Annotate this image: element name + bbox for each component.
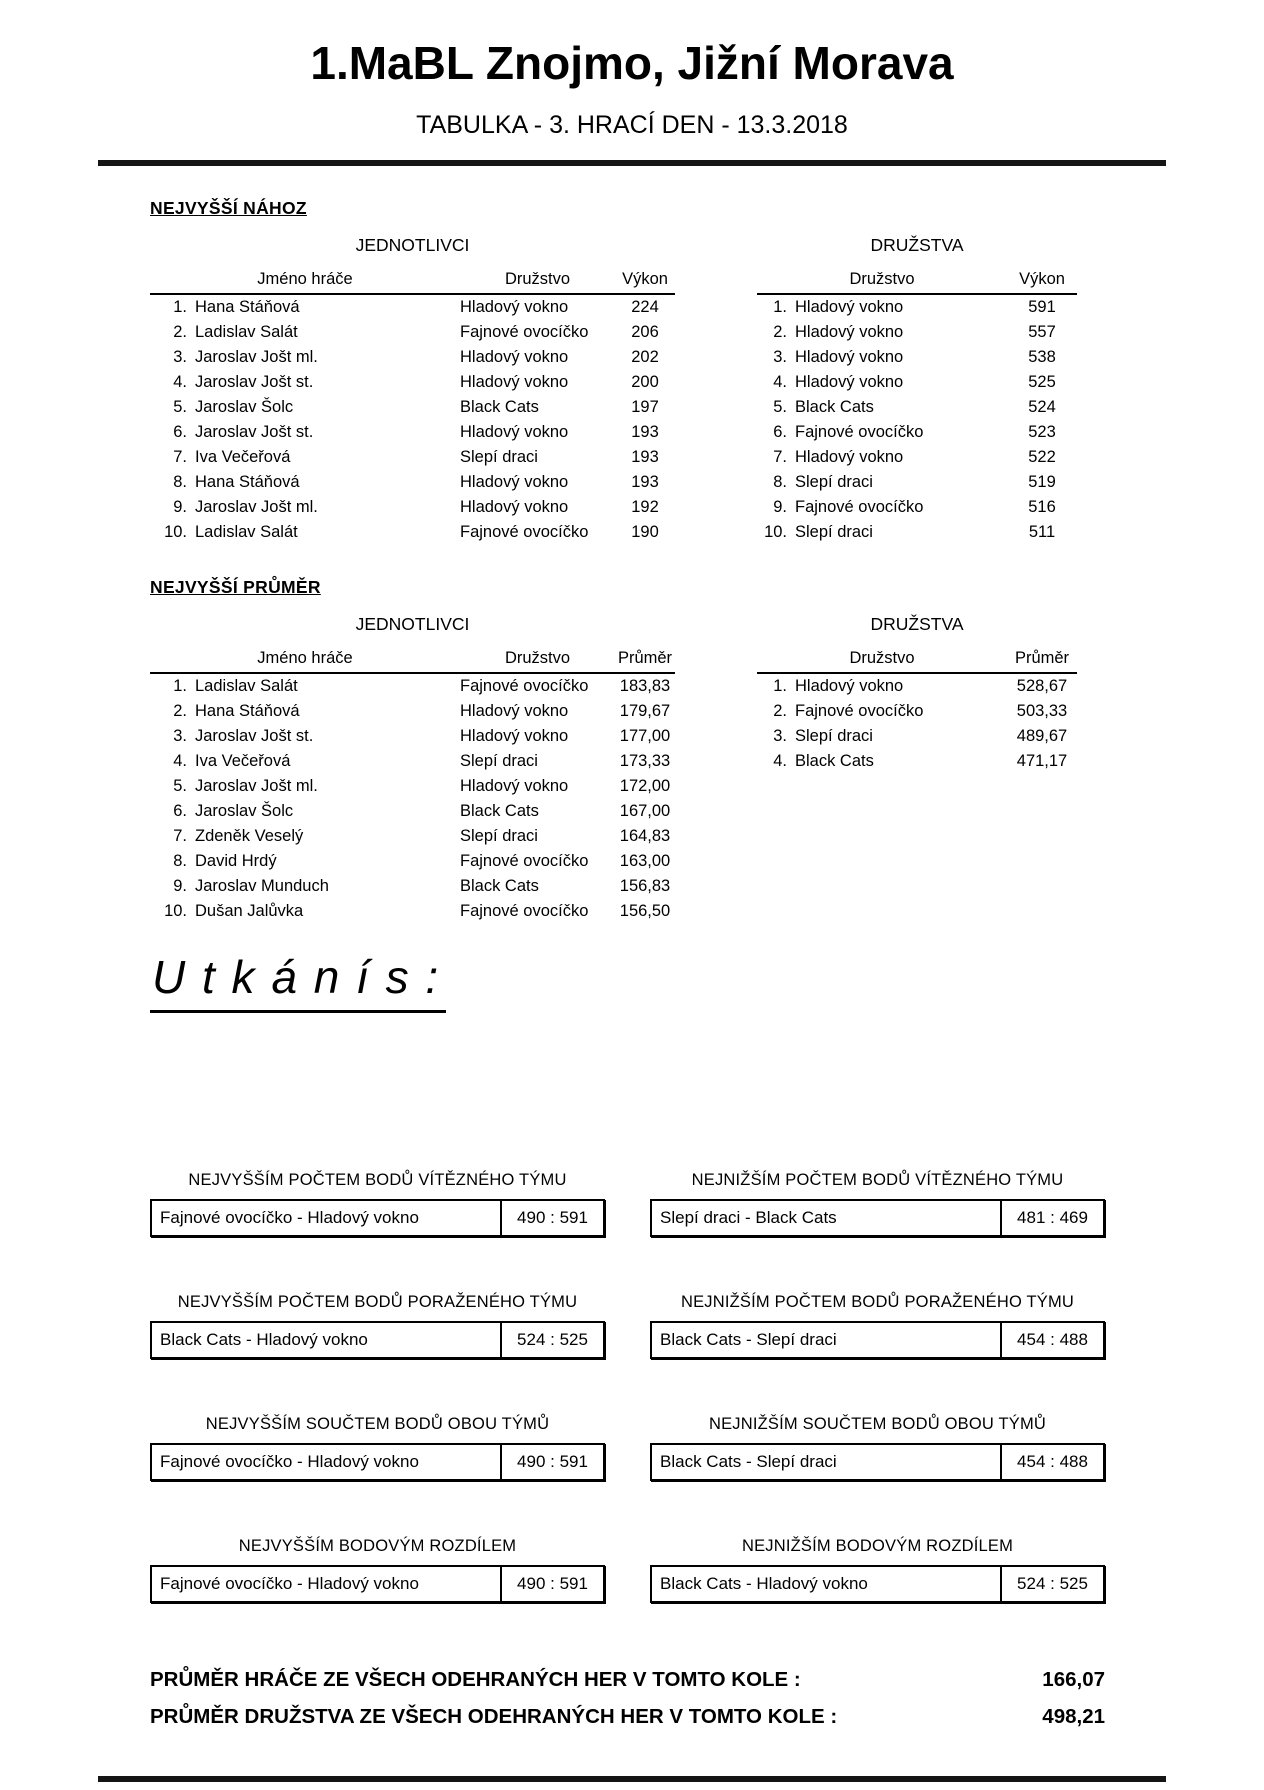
team-score: 519 [1028, 472, 1056, 491]
match-teams: Black Cats - Hladový vokno [160, 1330, 368, 1350]
player-team: Slepí draci [460, 826, 538, 845]
player-rank: 7. [173, 447, 187, 466]
team-rank: 4. [773, 372, 787, 391]
team-score: 523 [1028, 422, 1056, 441]
match-score: 490 : 591 [500, 1445, 603, 1479]
table-title-teams: DRUŽSTVA [870, 234, 964, 255]
player-team: Hladový vokno [460, 422, 569, 441]
table-body [757, 674, 1077, 774]
team-name: Hladový vokno [795, 347, 904, 366]
match-box [150, 1565, 605, 1603]
match-highlights-grid [150, 1171, 1264, 1603]
page-title: 1.MaBL Znojmo, Jižní Morava [310, 37, 954, 89]
player-name: Jaroslav Šolc [195, 801, 294, 820]
player-team: Fajnové ovocíčko [460, 901, 589, 920]
section-heading-highest-throw: NEJVYŠŠÍ NÁHOZ [150, 197, 307, 218]
table-row [757, 420, 1077, 445]
match-label: NEJNIŽŠÍM BODOVÝM ROZDÍLEM [741, 1537, 1014, 1556]
team-score: 557 [1028, 322, 1056, 341]
player-rank: 5. [173, 397, 187, 416]
team-name: Fajnové ovocíčko [795, 701, 924, 720]
match-teams: Black Cats - Hladový vokno [660, 1574, 868, 1594]
player-team: Hladový vokno [460, 701, 569, 720]
player-name: Zdeněk Veselý [195, 826, 304, 845]
player-average: 164,83 [619, 826, 671, 845]
player-name: Iva Večeřová [195, 447, 291, 466]
table-row [757, 520, 1077, 545]
player-name: Jaroslav Šolc [195, 397, 294, 416]
player-rank: 8. [173, 851, 187, 870]
team-rank: 10. [764, 522, 787, 541]
player-rank: 3. [173, 726, 187, 745]
player-team: Hladový vokno [460, 372, 569, 391]
top-divider [98, 160, 1166, 166]
match-score: 524 : 525 [500, 1323, 603, 1357]
footer-label: PRŮMĚR HRÁČE ZE VŠECH ODEHRANÝCH HER V TOMTO KOLE : [150, 1668, 801, 1692]
table-row [150, 395, 675, 420]
match-label: NEJNIŽŠÍM POČTEM BODŮ PORAŽENÉHO TÝMU [680, 1293, 1075, 1312]
player-team: Slepí draci [460, 447, 538, 466]
player-team: Fajnové ovocíčko [460, 676, 589, 695]
team-rank: 3. [773, 347, 787, 366]
player-name: Jaroslav Jošt ml. [195, 776, 318, 795]
table-row [150, 874, 675, 899]
teams-table-highest-throw [757, 235, 1077, 545]
highest-average-tables [150, 614, 1264, 924]
player-name: Dušan Jalůvka [195, 901, 304, 920]
table-row [757, 395, 1077, 420]
player-rank: 10. [164, 901, 187, 920]
table-header-row [150, 270, 675, 295]
column-header-player-name: Jméno hráče [257, 269, 353, 288]
summary-footer [150, 1661, 1105, 1735]
player-team: Fajnové ovocíčko [460, 322, 589, 341]
team-score: 524 [1028, 397, 1056, 416]
team-rank: 9. [773, 497, 787, 516]
match-box [150, 1199, 605, 1237]
bottom-divider [98, 1776, 1166, 1782]
player-name: Jaroslav Jošt st. [195, 422, 314, 441]
player-score: 193 [631, 447, 659, 466]
section-heading-highest-average: NEJVYŠŠÍ PRŮMĚR [150, 576, 321, 597]
player-rank: 6. [173, 422, 187, 441]
match-label: NEJNIŽŠÍM SOUČTEM BODŮ OBOU TÝMŮ [708, 1415, 1047, 1434]
table-row [150, 295, 675, 320]
match-box [150, 1321, 605, 1359]
team-rank: 4. [773, 751, 787, 770]
player-average: 172,00 [619, 776, 671, 795]
player-rank: 5. [173, 776, 187, 795]
match-highlight [150, 1537, 605, 1603]
team-name: Fajnové ovocíčko [795, 497, 924, 516]
table-row [150, 849, 675, 874]
footer-line-team-average [150, 1698, 1105, 1735]
player-team: Fajnové ovocíčko [460, 522, 589, 541]
player-score: 193 [631, 472, 659, 491]
team-rank: 2. [773, 701, 787, 720]
player-team: Hladový vokno [460, 472, 569, 491]
match-box [650, 1565, 1105, 1603]
match-highlight [650, 1171, 1105, 1237]
player-team: Slepí draci [460, 751, 538, 770]
match-score: 454 : 488 [1000, 1445, 1103, 1479]
player-score: 190 [631, 522, 659, 541]
team-average: 528,67 [1016, 676, 1068, 695]
table-row [150, 420, 675, 445]
player-team: Hladový vokno [460, 297, 569, 316]
player-name: Hana Stáňová [195, 472, 300, 491]
team-name: Black Cats [795, 397, 874, 416]
footer-value: 498,21 [1042, 1705, 1105, 1729]
matches-heading: U t k á n í s : [150, 952, 446, 1014]
match-box [650, 1443, 1105, 1481]
player-rank: 3. [173, 347, 187, 366]
table-row [150, 899, 675, 924]
player-rank: 10. [164, 522, 187, 541]
footer-line-player-average [150, 1661, 1105, 1698]
team-name: Hladový vokno [795, 322, 904, 341]
player-name: Jaroslav Jošt ml. [195, 497, 318, 516]
match-teams: Fajnové ovocíčko - Hladový vokno [160, 1208, 419, 1228]
team-name: Slepí draci [795, 522, 873, 541]
table-row [757, 345, 1077, 370]
player-team: Black Cats [460, 801, 539, 820]
player-team: Hladový vokno [460, 776, 569, 795]
player-name: Jaroslav Munduch [195, 876, 329, 895]
team-name: Fajnové ovocíčko [795, 422, 924, 441]
table-row [150, 749, 675, 774]
player-rank: 4. [173, 751, 187, 770]
table-title-individuals: JEDNOTLIVCI [355, 613, 470, 634]
team-score: 591 [1028, 297, 1056, 316]
player-score: 224 [631, 297, 659, 316]
match-highlight [150, 1171, 605, 1237]
table-row [757, 699, 1077, 724]
player-name: Ladislav Salát [195, 322, 298, 341]
table-row [150, 370, 675, 395]
team-rank: 5. [773, 397, 787, 416]
column-header-score: Výkon [1019, 269, 1065, 288]
team-name: Hladový vokno [795, 447, 904, 466]
player-name: David Hrdý [195, 851, 277, 870]
match-highlight [650, 1293, 1105, 1359]
team-rank: 3. [773, 726, 787, 745]
match-label: NEJVYŠŠÍM POČTEM BODŮ PORAŽENÉHO TÝMU [177, 1293, 578, 1312]
page-subtitle: TABULKA - 3. HRACÍ DEN - 13.3.2018 [416, 110, 848, 139]
table-title-teams: DRUŽSTVA [870, 613, 964, 634]
table-row [150, 495, 675, 520]
team-average: 489,67 [1016, 726, 1068, 745]
column-header-score: Výkon [622, 269, 668, 288]
player-score: 206 [631, 322, 659, 341]
match-teams: Black Cats - Slepí draci [660, 1330, 837, 1350]
match-score: 490 : 591 [500, 1567, 603, 1601]
match-box [650, 1199, 1105, 1237]
player-name: Ladislav Salát [195, 676, 298, 695]
table-row [150, 674, 675, 699]
match-teams: Black Cats - Slepí draci [660, 1452, 837, 1472]
player-rank: 2. [173, 701, 187, 720]
table-header-row [757, 649, 1077, 674]
player-team: Hladový vokno [460, 726, 569, 745]
column-header-team: Družstvo [504, 648, 571, 667]
player-team: Hladový vokno [460, 347, 569, 366]
table-row [757, 749, 1077, 774]
player-average: 173,33 [619, 751, 671, 770]
table-row [757, 370, 1077, 395]
highest-throw-tables [150, 235, 1264, 545]
table-row [150, 824, 675, 849]
column-header-average: Průměr [617, 648, 673, 667]
team-average: 503,33 [1016, 701, 1068, 720]
match-box [650, 1321, 1105, 1359]
team-rank: 8. [773, 472, 787, 491]
team-rank: 2. [773, 322, 787, 341]
player-rank: 1. [173, 676, 187, 695]
table-row [757, 470, 1077, 495]
match-score: 524 : 525 [1000, 1567, 1103, 1601]
team-score: 522 [1028, 447, 1056, 466]
table-row [150, 724, 675, 749]
player-score: 197 [631, 397, 659, 416]
table-row [150, 345, 675, 370]
table-row [150, 445, 675, 470]
player-team: Fajnové ovocíčko [460, 851, 589, 870]
individuals-table-highest-throw [150, 235, 675, 545]
player-name: Iva Večeřová [195, 751, 291, 770]
match-teams: Fajnové ovocíčko - Hladový vokno [160, 1574, 419, 1594]
table-row [150, 320, 675, 345]
table-row [757, 724, 1077, 749]
player-name: Hana Stáňová [195, 297, 300, 316]
team-score: 525 [1028, 372, 1056, 391]
team-rank: 1. [773, 297, 787, 316]
table-row [757, 445, 1077, 470]
player-score: 202 [631, 347, 659, 366]
player-score: 192 [631, 497, 659, 516]
table-row [150, 799, 675, 824]
player-rank: 7. [173, 826, 187, 845]
table-header-row [150, 649, 675, 674]
team-score: 516 [1028, 497, 1056, 516]
column-header-player-name: Jméno hráče [257, 648, 353, 667]
team-name: Hladový vokno [795, 372, 904, 391]
player-name: Jaroslav Jošt st. [195, 726, 314, 745]
player-rank: 2. [173, 322, 187, 341]
team-rank: 7. [773, 447, 787, 466]
column-header-team: Družstvo [849, 648, 915, 667]
column-header-average: Průměr [1014, 648, 1070, 667]
match-score: 481 : 469 [1000, 1201, 1103, 1235]
player-average: 156,50 [619, 901, 671, 920]
player-score: 200 [631, 372, 659, 391]
table-body [150, 295, 675, 545]
table-row [150, 699, 675, 724]
match-label: NEJVYŠŠÍM SOUČTEM BODŮ OBOU TÝMŮ [205, 1415, 550, 1434]
player-name: Hana Stáňová [195, 701, 300, 720]
match-highlight [150, 1293, 605, 1359]
table-row [757, 320, 1077, 345]
individuals-table-highest-average [150, 614, 675, 924]
table-title-individuals: JEDNOTLIVCI [355, 234, 470, 255]
column-header-team: Družstvo [504, 269, 571, 288]
match-highlight [650, 1537, 1105, 1603]
player-rank: 4. [173, 372, 187, 391]
match-teams: Fajnové ovocíčko - Hladový vokno [160, 1452, 419, 1472]
match-label: NEJVYŠŠÍM POČTEM BODŮ VÍTĚZNÉHO TÝMU [188, 1171, 567, 1190]
player-rank: 9. [173, 876, 187, 895]
table-header-row [757, 270, 1077, 295]
teams-table-highest-average [757, 614, 1077, 924]
player-team: Black Cats [460, 397, 539, 416]
player-name: Ladislav Salát [195, 522, 298, 541]
table-body [757, 295, 1077, 545]
player-name: Jaroslav Jošt ml. [195, 347, 318, 366]
footer-value: 166,07 [1042, 1668, 1105, 1692]
player-score: 193 [631, 422, 659, 441]
team-rank: 1. [773, 676, 787, 695]
player-average: 163,00 [619, 851, 671, 870]
footer-label: PRŮMĚR DRUŽSTVA ZE VŠECH ODEHRANÝCH HER V TOMTO KOLE : [150, 1705, 838, 1729]
player-team: Hladový vokno [460, 497, 569, 516]
player-average: 183,83 [619, 676, 671, 695]
table-row [757, 674, 1077, 699]
team-name: Slepí draci [795, 472, 873, 491]
table-row [757, 495, 1077, 520]
player-name: Jaroslav Jošt st. [195, 372, 314, 391]
match-score: 454 : 488 [1000, 1323, 1103, 1357]
player-average: 179,67 [619, 701, 671, 720]
table-row [757, 295, 1077, 320]
match-teams: Slepí draci - Black Cats [660, 1208, 837, 1228]
team-rank: 6. [773, 422, 787, 441]
player-average: 156,83 [619, 876, 671, 895]
player-rank: 8. [173, 472, 187, 491]
team-name: Slepí draci [795, 726, 873, 745]
player-rank: 6. [173, 801, 187, 820]
team-score: 511 [1028, 522, 1056, 541]
player-average: 167,00 [619, 801, 671, 820]
match-highlight [150, 1415, 605, 1481]
match-highlight [650, 1415, 1105, 1481]
match-label: NEJNIŽŠÍM POČTEM BODŮ VÍTĚZNÉHO TÝMU [691, 1171, 1064, 1190]
player-average: 177,00 [619, 726, 671, 745]
team-average: 471,17 [1016, 751, 1068, 770]
table-row [150, 520, 675, 545]
table-row [150, 470, 675, 495]
team-name: Hladový vokno [795, 676, 904, 695]
player-rank: 9. [173, 497, 187, 516]
match-score: 490 : 591 [500, 1201, 603, 1235]
column-header-team: Družstvo [849, 269, 915, 288]
player-rank: 1. [173, 297, 187, 316]
match-label: NEJVYŠŠÍM BODOVÝM ROZDÍLEM [238, 1537, 517, 1556]
table-body [150, 674, 675, 924]
player-team: Black Cats [460, 876, 539, 895]
team-score: 538 [1028, 347, 1056, 366]
table-row [150, 774, 675, 799]
team-name: Hladový vokno [795, 297, 904, 316]
match-box [150, 1443, 605, 1481]
team-name: Black Cats [795, 751, 874, 770]
